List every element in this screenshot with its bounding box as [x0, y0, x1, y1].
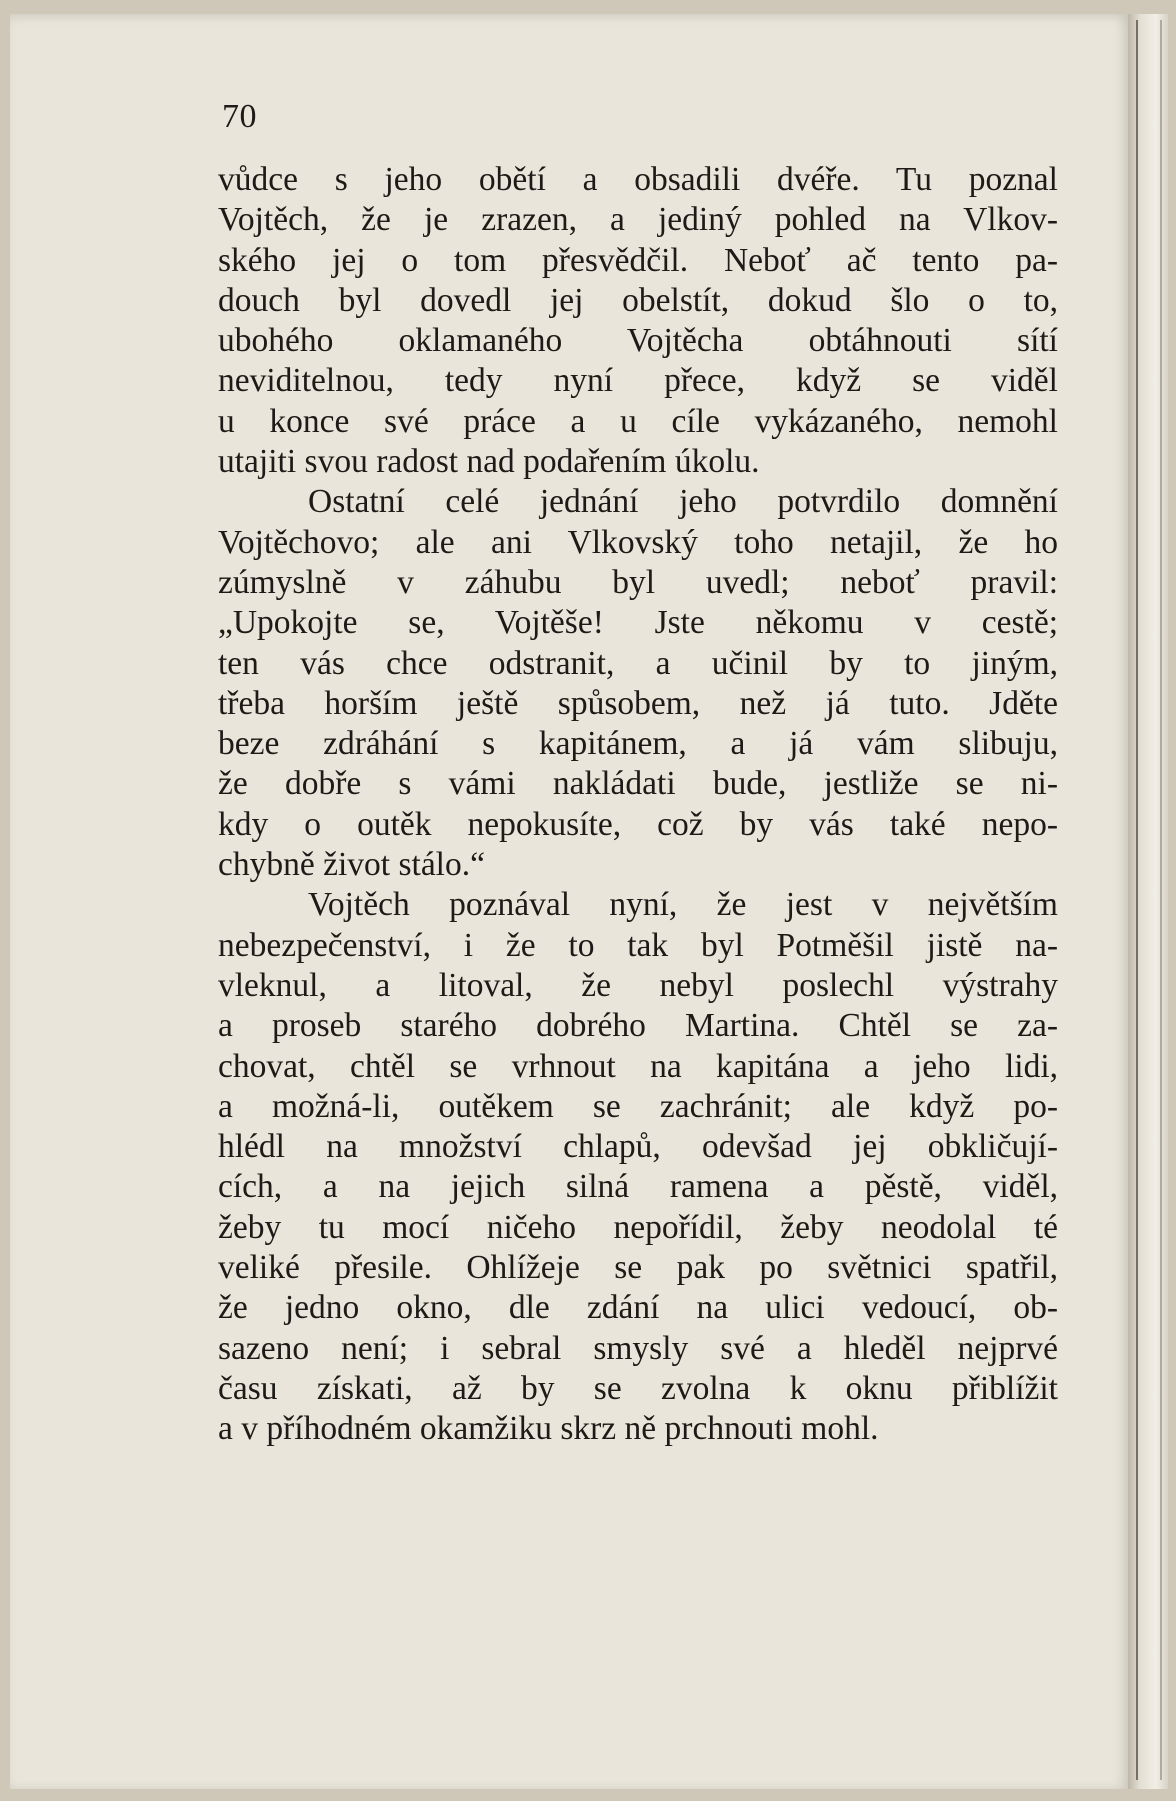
paragraph-2: [218, 482, 1058, 885]
text-line: kdy o outěk nepokusíte, což by vás také nepo-: [218, 805, 1058, 843]
text-line: třeba horším ještě spůsobem, než já tuto. Jděte: [218, 684, 1058, 722]
text-line: u konce své práce a u cíle vykázaného, nemohl: [218, 402, 1058, 440]
text-line: neviditelnou, tedy nyní přece, když se viděl: [218, 362, 1058, 400]
text-line: Vojtěch, že je zrazen, a jediný pohled na Vlkov-: [218, 201, 1058, 239]
text-line: hlédl na množství chlapů, odevšad jej obkličují-: [218, 1128, 1058, 1166]
text-line: Vojtěch poznával nyní, že jest v největším: [308, 886, 1058, 924]
text-line: cích, a na jejich silná ramena a pěstě, viděl,: [218, 1168, 1058, 1206]
text-line: chybně život stálo.“: [218, 846, 485, 884]
page-edge: [1128, 14, 1168, 1789]
text-line: douch byl dovedl jej obelstít, dokud šlo o to,: [218, 281, 1058, 319]
text-line: utajiti svou radost nad podařením úkolu.: [218, 443, 760, 481]
text-line: že jedno okno, dle zdání na ulici vedoucí, ob-: [218, 1289, 1058, 1327]
text-line: a proseb starého dobrého Martina. Chtěl se za-: [218, 1007, 1058, 1045]
text-line: zúmyslně v záhubu byl uvedl; neboť pravil:: [218, 563, 1058, 601]
page-number: 70: [222, 98, 257, 135]
page-edge-shadow: [1160, 20, 1162, 1780]
paragraph-3: [218, 885, 1058, 1449]
text-line: vleknul, a litoval, že nebyl poslechl výstrahy: [218, 966, 1058, 1004]
text-line: a v příhodném okamžiku skrz ně prchnouti mohl.: [218, 1410, 879, 1448]
text-line: žeby tu mocí ničeho nepořídil, žeby neodolal té: [218, 1208, 1058, 1246]
text-line: beze zdráhání s kapitánem, a já vám slibuju,: [218, 725, 1058, 763]
text-line: nebezpečenství, i že to tak byl Potměšil jistě na-: [218, 926, 1058, 964]
text-line: veliké přesile. Ohlížeje se pak po světnici spatřil,: [218, 1249, 1058, 1287]
text-line: chovat, chtěl se vrhnout na kapitána a jeho lidi,: [218, 1047, 1058, 1085]
body-text: [218, 160, 1058, 1450]
text-line: vůdce s jeho obětí a obsadili dvéře. Tu poznal: [218, 161, 1058, 198]
paragraph-1: [218, 160, 1058, 482]
text-line: Vojtěchovo; ale ani Vlkovský toho netajil, že ho: [218, 523, 1058, 561]
text-line: že dobře s vámi nakládati bude, jestliže se ni-: [218, 765, 1058, 803]
text-line: ubohého oklamaného Vojtěcha obtáhnouti sítí: [218, 322, 1058, 360]
text-line: ského jej o tom přesvědčil. Neboť ač tento pa-: [218, 241, 1058, 279]
page-edge-shadow: [1136, 20, 1138, 1780]
text-line: ten vás chce odstranit, a učinil by to jiným,: [218, 644, 1058, 682]
text-line: a možná-li, outěkem se zachránit; ale když po-: [218, 1087, 1058, 1125]
text-line: času získati, až by se zvolna k oknu přiblížit: [218, 1369, 1058, 1407]
text-line: „Upokojte se, Vojtěše! Jste někomu v cestě;: [218, 604, 1058, 642]
text-line: Ostatní celé jednání jeho potvrdilo domnění: [308, 483, 1058, 521]
text-line: sazeno není; i sebral smysly své a hleděl nejprvé: [218, 1329, 1058, 1367]
